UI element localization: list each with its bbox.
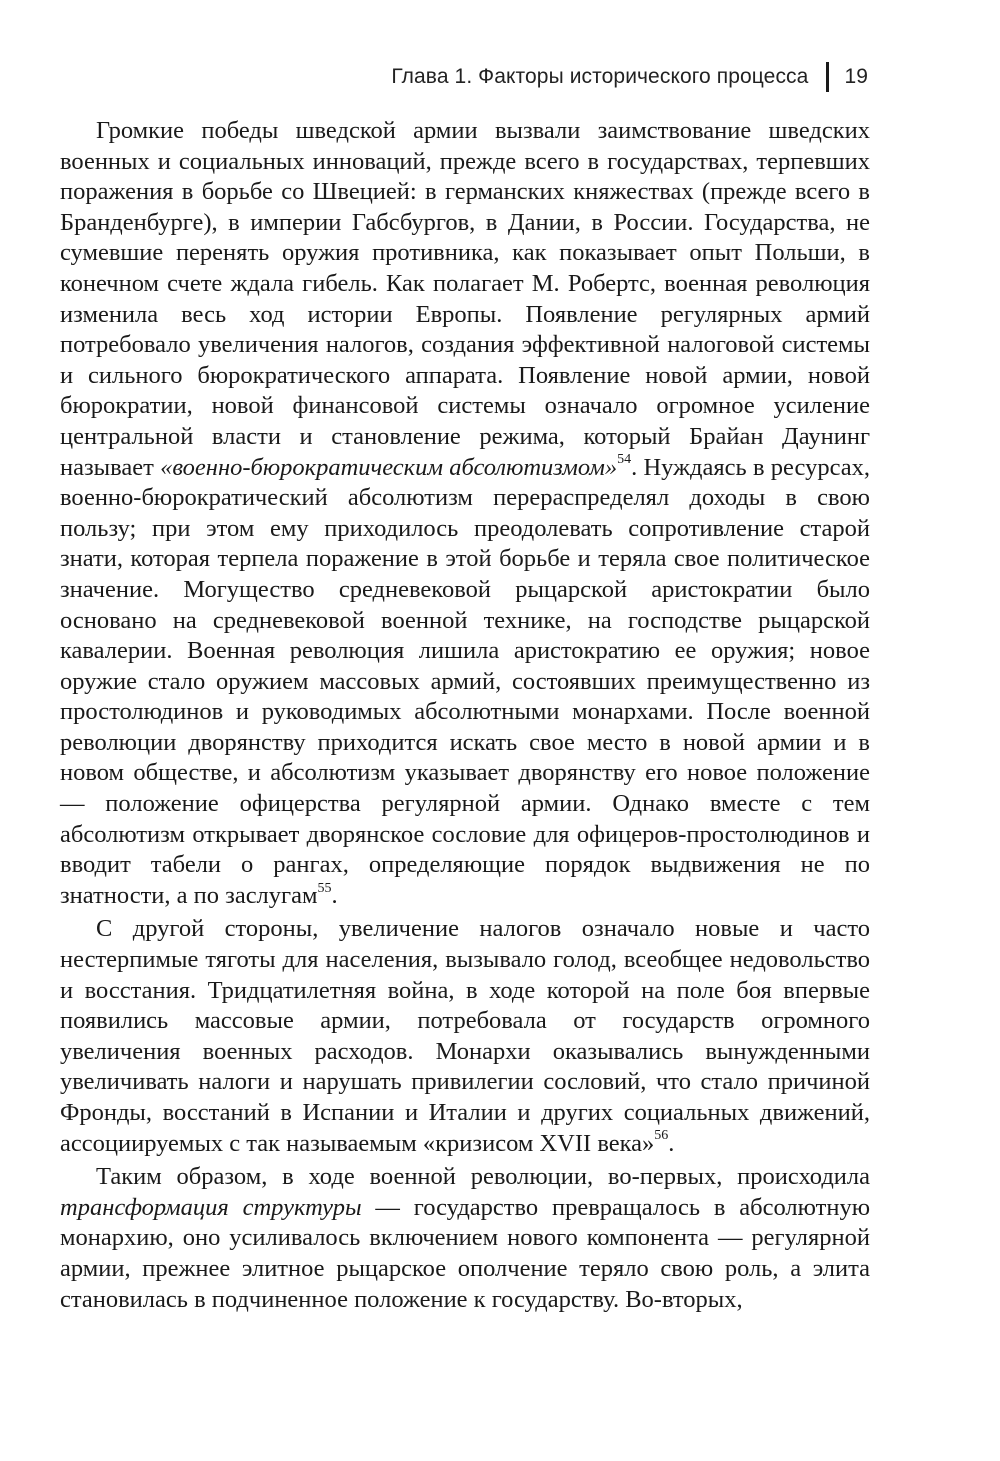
paragraph-1-text-c: .: [331, 881, 338, 909]
italic-term-structure-transformation: трансформация структуры: [60, 1193, 362, 1221]
chapter-title: Глава 1. Факторы исторического процесса: [391, 65, 809, 88]
footnote-ref-54: 54: [617, 452, 632, 468]
paragraph-2-text-b: .: [668, 1129, 675, 1157]
footnote-ref-56: 56: [654, 1128, 669, 1144]
page-number: 19: [844, 65, 868, 88]
paragraph-2: [60, 914, 870, 1159]
paragraph-1: [60, 116, 870, 911]
footnote-ref-55: 55: [317, 880, 332, 896]
paragraph-2-text-a: С другой стороны, увеличение налогов означало новые и часто нестерпимые тяготы для населения, вызывало голод, всеобщее недовольство и восстания. Тридцатилетняя война, в ходе которой на поле боя впервые появились массовые армии, потребовала от государств огромного увеличения военных расходов. Монархи оказывались вынужденными увеличивать налоги и нарушать привилегии сословий, что стало причиной Фронды, восстаний в Испании и Италии и других социальных движений, ассоциируемых с так называемым «кризисом XVII века»: [60, 915, 870, 1157]
paragraph-3-text-b: — государство превращалось в абсолютную монархию, оно усиливалось включением нового компонента — регулярной армии, прежнее элитное рыцарское ополчение теряло свою роль, а элита становилась в подчиненное положение к государству. Во-вторых,: [60, 1193, 870, 1313]
paragraph-3: [60, 1162, 870, 1315]
header-separator: [826, 62, 829, 92]
running-header: [391, 62, 868, 92]
paragraph-1-text-a: Громкие победы шведской армии вызвали заимствование шведских военных и социальных инноваций, прежде всего в государствах, терпевших поражения в борьбе со Швецией: в германских княжествах (прежде всего в Бранденбурге), в империи Габсбургов, в Дании, в России. Государства, не сумевшие перенять оружия противника, как показывает опыт Польши, в конечном счете ждала гибель. Как полагает М. Робертс, военная революция изменила весь ход истории Европы. Появление регулярных армий потребовало увеличения налогов, создания эффективной налоговой системы и сильного бюрократического аппарата. Появление новой армии, новой бюрократии, новой финансовой системы означало огромное усиление центральной власти и становление режима, который Брайан Даунинг называет: [60, 117, 870, 481]
paragraph-1-text-b: . Нуждаясь в ресурсах, военно-бюрократический абсолютизм перераспределял доходы в свою пользу; при этом ему приходилось преодолевать сопротивление старой знати, которая терпела поражение в этой борьбе и теряла свое политическое значение. Могущество средневековой рыцарской аристократии было основано на средневековой военной технике, на господстве рыцарской кавалерии. Военная революция лишила аристократию ее оружия; новое оружие стало оружием массовых армий, состоявших преимущественно из простолюдинов и руководимых абсолютными монархами. После военной революции дворянству приходится искать свое место в новой армии и в новом обществе, и абсолютизм указывает дворянству его новое положение — положение офицерства регулярной армии. Однако вместе с тем абсолютизм открывает дворянское сословие для офицеров-простолюдинов и вводит табели о рангах, определяющие порядок выдвижения не по знатности, а по заслугам: [60, 453, 871, 909]
italic-term-military-bureaucratic-absolutism: «военно-бюрократическим абсолютизмом»: [160, 453, 618, 481]
paragraph-3-text-a: Таким образом, в ходе военной революции, во-первых, происходила: [96, 1163, 870, 1191]
main-text: [60, 116, 870, 1315]
